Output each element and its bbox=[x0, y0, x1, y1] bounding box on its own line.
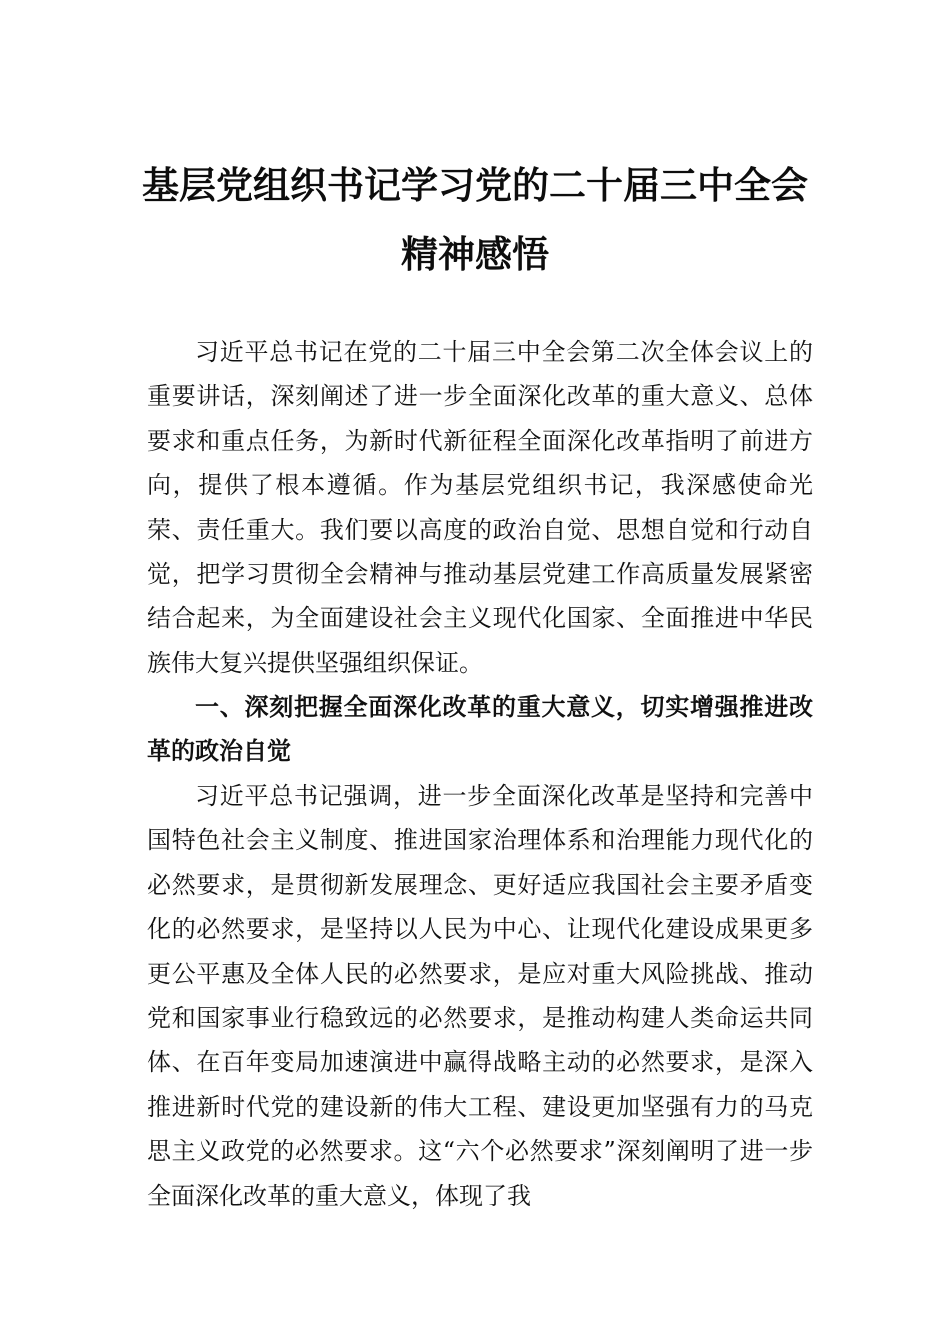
intro-paragraph: 习近平总书记在党的二十届三中全会第二次全体会议上的重要讲话，深刻阐述了进一步全面深化改革的重大意义、总体要求和重点任务，为新时代新征程全面深化改革指明了前进方向，提供了根本遵循。作为基层党组织书记，我深感使命光荣、责任重大。我们要以高度的政治自觉、思想自觉和行动自觉，把学习贯彻全会精神与推动基层党建工作高质量发展紧密结合起来，为全面建设社会主义现代化国家、全面推进中华民族伟大复兴提供坚强组织保证。 bbox=[147, 338, 813, 677]
document-title-line-1: 基层党组织书记学习党的二十届三中全会 bbox=[142, 163, 808, 207]
section-heading-1: 一、深刻把握全面深化改革的重大意义，切实增强推进改革的政治自觉 bbox=[147, 693, 813, 766]
document-title-line-2: 精神感悟 bbox=[401, 232, 549, 276]
section-1-paragraph: 习近平总书记强调，进一步全面深化改革是坚持和完善中国特色社会主义制度、推进国家治理体系和治理能力现代化的必然要求，是贯彻新发展理念、更好适应我国社会主要矛盾变化的必然要求，是坚持以人民为中心、让现代化建设成果更多更公平惠及全体人民的必然要求，是应对重大风险挑战、推动党和国家事业行稳致远的必然要求，是推动构建人类命运共同体、在百年变局加速演进中赢得战略主动的必然要求，是深入推进新时代党的建设新的伟大工程、建设更加坚强有力的马克思主义政党的必然要求。这“六个必然要求”深刻阐明了进一步全面深化改革的重大意义，体现了我 bbox=[147, 782, 813, 1210]
